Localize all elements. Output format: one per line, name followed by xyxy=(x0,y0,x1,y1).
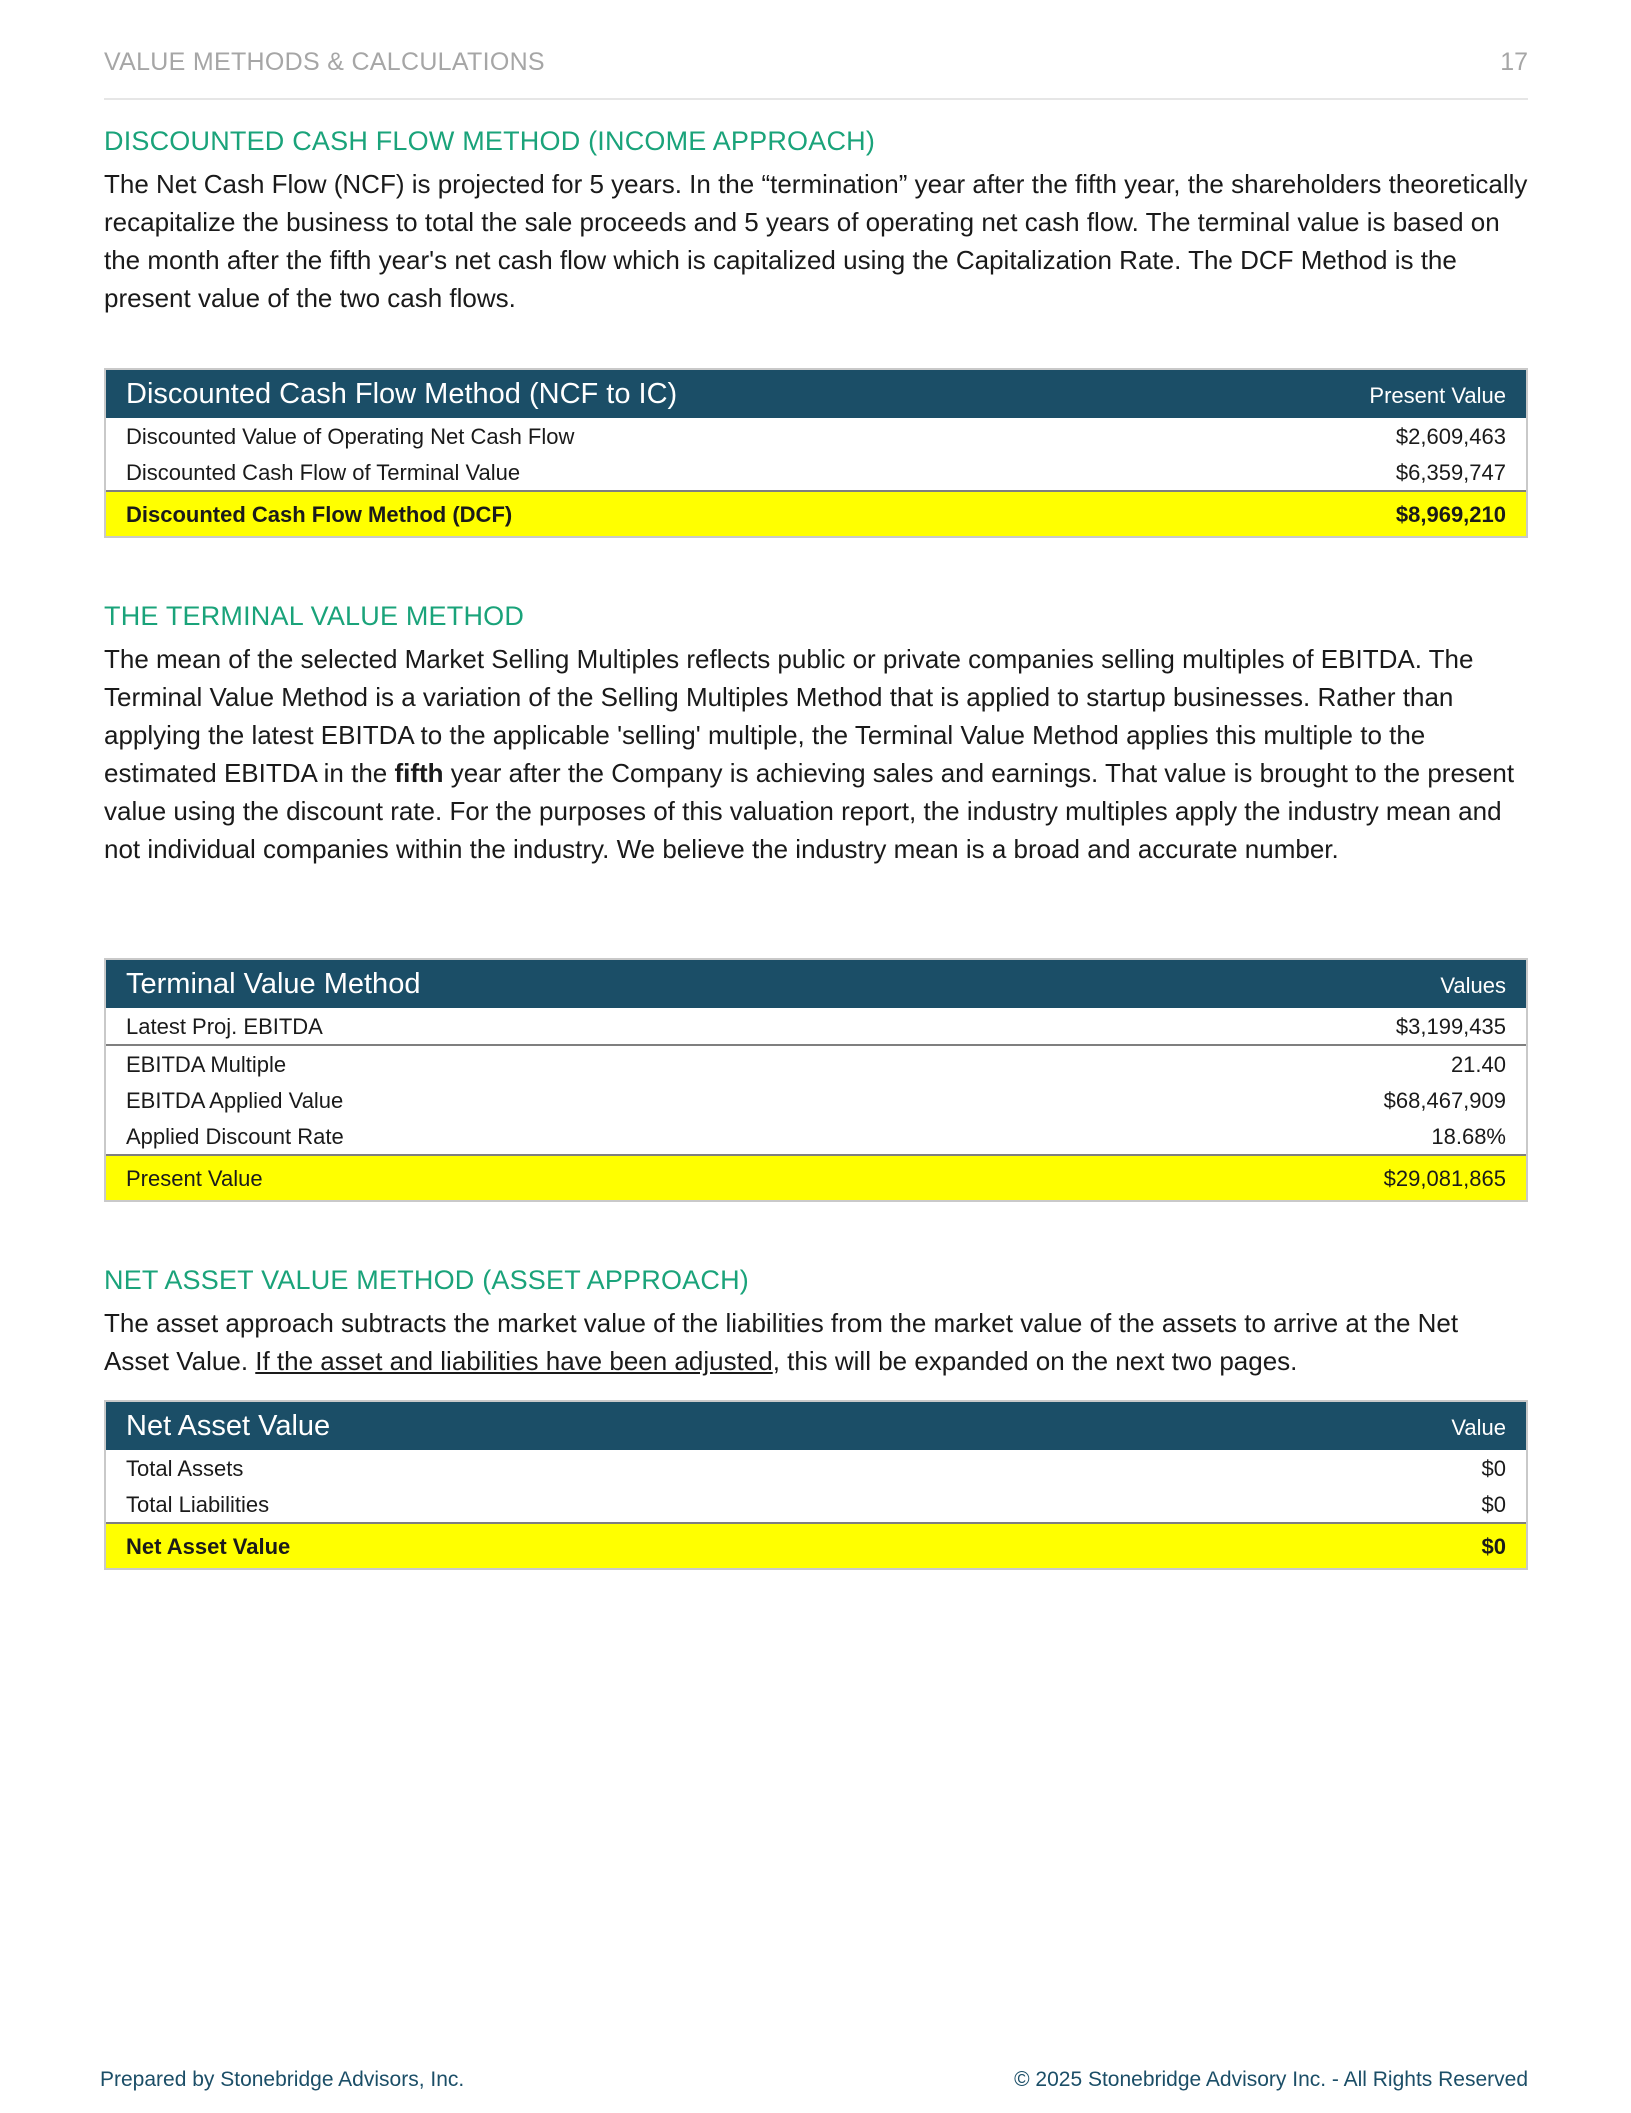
nav-table xyxy=(104,1400,1528,1570)
total-label: Net Asset Value xyxy=(126,1534,291,1559)
table-title: Discounted Cash Flow Method (NCF to IC) xyxy=(126,378,678,410)
table-row xyxy=(106,1046,1526,1082)
table-header xyxy=(106,960,1526,1008)
table-row xyxy=(106,1008,1526,1046)
row-value: $0 xyxy=(1481,1456,1506,1481)
column-header: Present Value xyxy=(1369,383,1506,408)
total-row xyxy=(106,492,1526,536)
row-label: Total Liabilities xyxy=(126,1492,270,1517)
table-header xyxy=(106,1402,1526,1450)
footer-copyright: © 2025 Stonebridge Advisory Inc. - All Rights Reserved xyxy=(1014,2068,1528,2091)
dcf-section xyxy=(104,126,1528,317)
dcf-section-title: DISCOUNTED CASH FLOW METHOD (INCOME APPROACH) xyxy=(104,126,876,156)
page-header xyxy=(104,48,1528,100)
nav-section-title: NET ASSET VALUE METHOD (ASSET APPROACH) xyxy=(104,1265,749,1295)
page-number: 17 xyxy=(1500,48,1528,76)
row-label: Discounted Value of Operating Net Cash Flow xyxy=(126,424,575,449)
page-footer xyxy=(100,2068,1528,2098)
row-value: $0 xyxy=(1481,1492,1506,1517)
table-row xyxy=(106,1082,1526,1118)
total-value: $0 xyxy=(1481,1534,1506,1559)
row-value: $3,199,435 xyxy=(1395,1014,1506,1039)
tv-body-part2: year after the Company is achieving sales and earnings. That value is brought to the present value using the discount rate. For the purposes of this valuation report, the industry multiples apply the industry mean and not individual companies within the industry. We believe the industry mean is a broad and accurate number. xyxy=(104,758,1515,864)
tv-body-part1: The mean of the selected Market Selling Multiples reflects public or private companies selling multiples of EBITDA. The Terminal Value Method is a variation of the Selling Multiples Method that is applied to startup businesses. Rather than applying the latest EBITDA to the applicable 'selling' multiple, the Terminal Value Method applies this multiple to the estimated EBITDA in the xyxy=(104,644,1474,788)
dcf-section-body: The Net Cash Flow (NCF) is projected for 5 years. In the “termination” year after the fifth year, the shareholders theoretically recapitalize the business to total the sale proceeds and 5 years of operating net cash flow. The terminal value is based on the month after the fifth year's net cash flow which is capitalized using the Capitalization Rate. The DCF Method is the present value of the two cash flows. xyxy=(104,169,1528,313)
row-label: EBITDA Multiple xyxy=(126,1052,287,1077)
table-row xyxy=(106,454,1526,492)
total-value: $29,081,865 xyxy=(1383,1166,1506,1191)
tv-table xyxy=(104,958,1528,1202)
total-label: Present Value xyxy=(126,1166,263,1191)
table-header xyxy=(106,370,1526,418)
total-row xyxy=(106,1156,1526,1200)
total-label: Discounted Cash Flow Method (DCF) xyxy=(126,502,513,527)
row-label: Applied Discount Rate xyxy=(126,1124,344,1149)
row-value: $6,359,747 xyxy=(1395,460,1506,485)
dcf-table xyxy=(104,368,1528,538)
table-title: Terminal Value Method xyxy=(126,968,421,1000)
row-label: Latest Proj. EBITDA xyxy=(126,1014,323,1039)
nav-body-underlined: If the asset and liabilities have been adjusted xyxy=(255,1346,773,1376)
row-value: 18.68% xyxy=(1431,1124,1506,1149)
table-row xyxy=(106,1118,1526,1156)
tv-body-bold: fifth xyxy=(394,758,444,788)
row-value: $2,609,463 xyxy=(1395,424,1506,449)
row-label: Total Assets xyxy=(126,1456,244,1481)
total-row xyxy=(106,1524,1526,1568)
row-label: EBITDA Applied Value xyxy=(126,1088,344,1113)
nav-section xyxy=(104,1265,1528,1380)
row-value: 21.40 xyxy=(1450,1052,1506,1077)
nav-body-part1: The asset approach subtracts the market value of the liabilities from the market value of the assets to arrive at the Net Asset Value. xyxy=(104,1308,1459,1376)
nav-body-part2: , this will be expanded on the next two pages. xyxy=(772,1346,1298,1376)
table-row xyxy=(106,418,1526,454)
tv-section-title: THE TERMINAL VALUE METHOD xyxy=(104,601,525,631)
footer-prepared-by: Prepared by Stonebridge Advisors, Inc. xyxy=(100,2068,465,2091)
table-title: Net Asset Value xyxy=(126,1410,331,1442)
table-row xyxy=(106,1450,1526,1486)
header-title: VALUE METHODS & CALCULATIONS xyxy=(104,48,545,76)
total-value: $8,969,210 xyxy=(1395,502,1506,527)
column-header: Values xyxy=(1440,973,1506,998)
column-header: Value xyxy=(1451,1415,1506,1440)
nav-section-body xyxy=(104,1304,1528,1380)
tv-section-body xyxy=(104,640,1528,868)
row-label: Discounted Cash Flow of Terminal Value xyxy=(126,460,521,485)
tv-section xyxy=(104,601,1528,868)
table-row xyxy=(106,1486,1526,1524)
row-value: $68,467,909 xyxy=(1383,1088,1506,1113)
